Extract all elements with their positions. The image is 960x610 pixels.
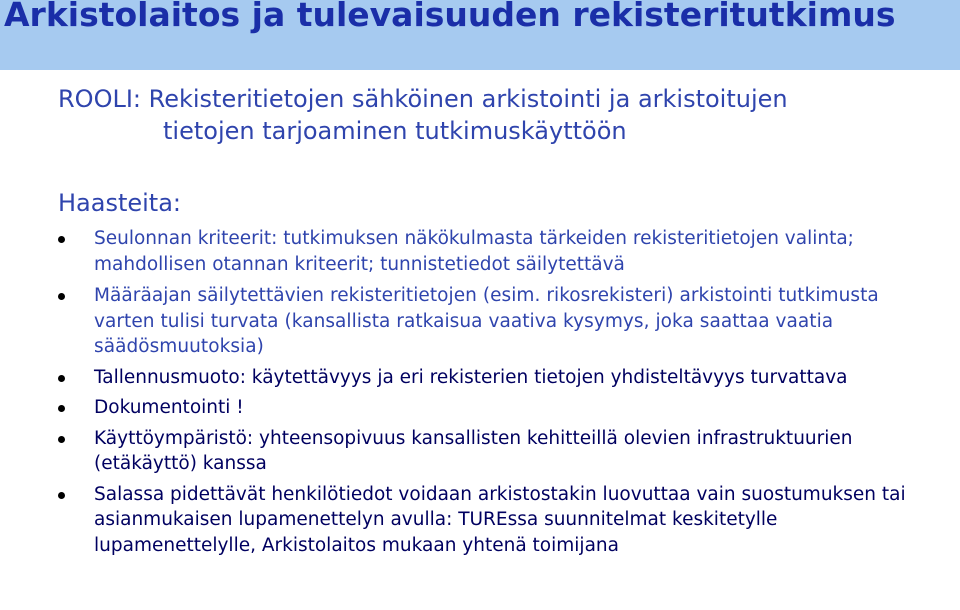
list-item: [0, 226, 960, 277]
list-item: [0, 395, 960, 421]
bullet-text: Tallennusmuoto: käytettävyys ja eri rekisterien tietojen yhdisteltävyys turvattava: [94, 366, 848, 388]
list-item: [0, 426, 960, 477]
role-line-1: ROOLI: Rekisteritietojen sähköinen arkistointi ja arkistoitujen: [58, 85, 788, 113]
challenges-list: [0, 224, 960, 558]
bullet-text: Seulonnan kriteerit: tutkimuksen näkökulmasta tärkeiden rekisteritietojen valinta; mahdollisen otannan kriteerit; tunnistetiedot säilytettävä: [94, 228, 854, 275]
bullet-text: Salassa pidettävät henkilötiedot voidaan arkistostakin luovuttaa vain suostumuksen tai asianmukaisen lupamenettelyn avulla: TUREssa suunnitelmat keskitetylle lupamenettelylle, Arkistolaitos mukaan yhtenä toimijana: [94, 483, 906, 556]
title-bar: [0, 0, 960, 70]
bullet-dot-icon: [58, 405, 65, 412]
list-item: [0, 482, 960, 559]
bullet-dot-icon: [58, 375, 65, 382]
bullet-text: Käyttöympäristö: yhteensopivuus kansallisten kehitteillä olevien infrastruktuurien (etäkäyttö) kanssa: [94, 427, 853, 474]
bullet-dot-icon: [58, 293, 65, 300]
bullet-dot-icon: [58, 436, 65, 443]
role-statement: [58, 83, 938, 147]
list-item: [0, 365, 960, 391]
bullet-dot-icon: [58, 236, 65, 243]
bullet-text: Dokumentointi !: [94, 397, 244, 418]
bullet-text: Määräajan säilytettävien rekisteritietojen (esim. rikosrekisteri) arkistointi tutkimusta varten tulisi turvata (kansallista ratkaisua vaativa kysymys, joka saattaa vaatia säädösmuutoksia): [94, 285, 879, 357]
role-line-2: tietojen tarjoaminen tutkimuskäyttöön: [163, 117, 627, 145]
list-item: [0, 283, 960, 360]
challenges-heading: Haasteita:: [58, 189, 182, 217]
slide-title: Arkistolaitos ja tulevaisuuden rekisteritutkimus: [4, 0, 896, 34]
bullet-dot-icon: [58, 492, 65, 499]
